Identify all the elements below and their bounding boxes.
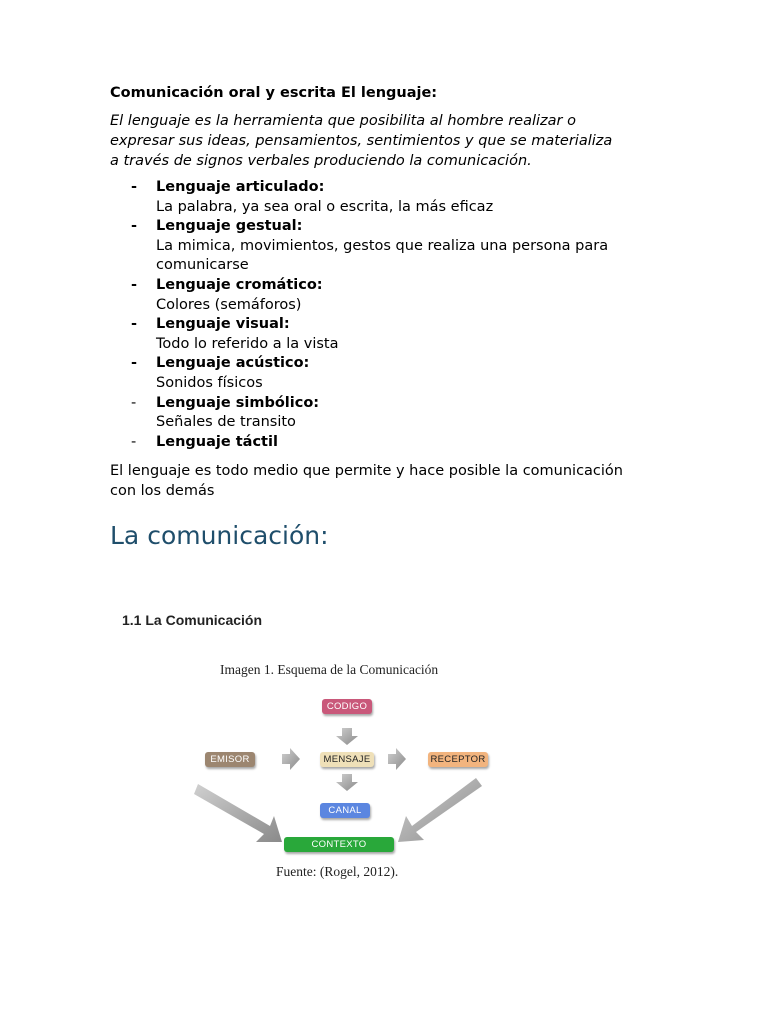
closing-paragraph xyxy=(110,461,670,501)
closing-line: con los demás xyxy=(110,483,215,499)
bullet-dash: - xyxy=(131,316,138,333)
arrow-down-icon xyxy=(336,774,358,791)
language-name: Lenguaje simbólico: xyxy=(156,394,320,411)
language-desc: Sonidos físicos xyxy=(156,374,263,391)
list-item xyxy=(110,433,670,453)
mensaje-box: MENSAJE xyxy=(320,752,374,767)
bullet-dash: - xyxy=(131,218,138,235)
section-heading: La comunicación: xyxy=(110,521,329,550)
figure-section-title: 1.1 La Comunicación xyxy=(122,612,263,628)
figure-source: Fuente: (Rogel, 2012). xyxy=(276,864,399,879)
intro-line: El lenguaje es la herramienta que posibilita al hombre realizar o xyxy=(110,113,576,129)
arrow-right-icon xyxy=(388,748,406,770)
language-name: Lenguaje gestual: xyxy=(156,218,303,235)
receptor-box: RECEPTOR xyxy=(428,752,488,767)
contexto-box: CONTEXTO xyxy=(284,837,394,852)
bullet-dash: - xyxy=(131,355,138,372)
list-item xyxy=(110,178,670,217)
language-list xyxy=(110,178,670,452)
language-name: Lenguaje táctil xyxy=(156,433,278,450)
document-title: Comunicación oral y escrita El lenguaje: xyxy=(110,85,438,101)
language-desc: La mimica, movimientos, gestos que realiza una persona para comunicarse xyxy=(156,237,609,274)
list-item xyxy=(110,394,670,433)
codigo-box: CODIGO xyxy=(322,699,372,714)
bullet-dash: - xyxy=(131,276,138,293)
figure-caption: Imagen 1. Esquema de la Comunicación xyxy=(220,662,439,677)
language-name: Lenguaje articulado: xyxy=(156,179,325,195)
diagram-arrows xyxy=(110,600,510,900)
intro-line: expresar sus ideas, pensamientos, sentimientos y que se materializa xyxy=(110,133,613,149)
closing-line: El lenguaje es todo medio que permite y hace posible la comunicación xyxy=(110,463,623,479)
bullet-dash: - xyxy=(131,394,137,411)
arrow-diagonal-icon xyxy=(398,778,482,842)
communication-figure xyxy=(110,600,510,900)
bullet-dash: - xyxy=(131,179,138,195)
language-desc: Todo lo referido a la vista xyxy=(156,335,339,352)
list-item xyxy=(110,217,670,276)
intro-paragraph xyxy=(110,111,670,171)
language-desc: Señales de transito xyxy=(156,414,296,431)
language-desc: La palabra, ya sea oral o escrita, la más eficaz xyxy=(156,198,494,215)
list-item xyxy=(110,276,670,315)
intro-line: a través de signos verbales produciendo la comunicación. xyxy=(110,153,532,169)
list-item xyxy=(110,315,670,354)
language-desc: Colores (semáforos) xyxy=(156,296,302,313)
list-item xyxy=(110,354,670,393)
language-name: Lenguaje visual: xyxy=(156,316,290,333)
arrow-right-icon xyxy=(282,748,300,770)
arrow-down-icon xyxy=(336,728,358,745)
canal-box: CANAL xyxy=(320,803,370,818)
emisor-box: EMISOR xyxy=(205,752,255,767)
language-name: Lenguaje cromático: xyxy=(156,276,323,293)
bullet-dash: - xyxy=(131,433,137,450)
language-name: Lenguaje acústico: xyxy=(156,355,310,372)
arrow-diagonal-icon xyxy=(194,784,282,842)
